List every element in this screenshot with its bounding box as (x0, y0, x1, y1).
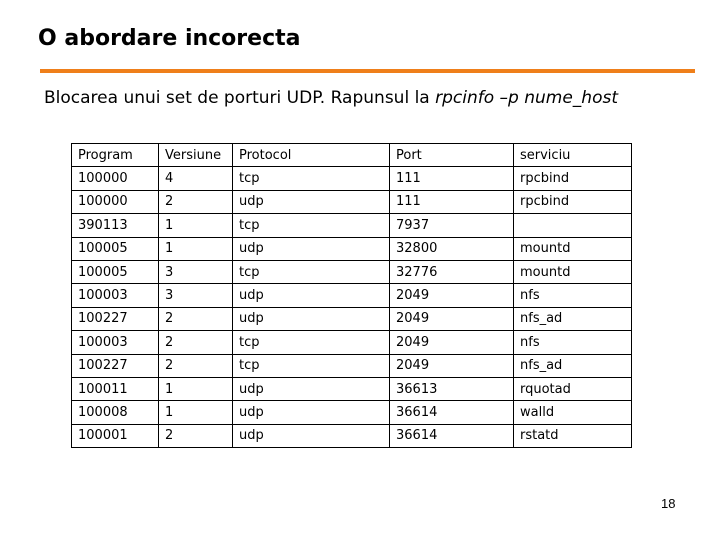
table-header-cell: Protocol (233, 144, 390, 167)
table-row (72, 377, 632, 400)
table-cell: mountd (514, 260, 632, 283)
table-cell: 1 (159, 214, 233, 237)
table-cell: 100227 (72, 307, 159, 330)
slide-subtitle (44, 88, 618, 108)
table-cell: nfs_ad (514, 307, 632, 330)
table-row (72, 331, 632, 354)
table-header-cell: serviciu (514, 144, 632, 167)
table-cell: nfs_ad (514, 354, 632, 377)
table-cell: udp (233, 284, 390, 307)
table-cell: 2 (159, 331, 233, 354)
table-cell: 111 (390, 167, 514, 190)
table-cell: 32800 (390, 237, 514, 260)
table-cell: udp (233, 377, 390, 400)
table-cell: 2049 (390, 354, 514, 377)
table-cell: 36613 (390, 377, 514, 400)
table-cell: 3 (159, 260, 233, 283)
table-cell: tcp (233, 331, 390, 354)
table-cell: 2049 (390, 307, 514, 330)
table-cell: 4 (159, 167, 233, 190)
table-cell: nfs (514, 331, 632, 354)
table-cell: tcp (233, 214, 390, 237)
table-cell: tcp (233, 167, 390, 190)
table-cell: rstatd (514, 424, 632, 447)
table-row (72, 424, 632, 447)
table-row (72, 260, 632, 283)
table-cell: nfs (514, 284, 632, 307)
table-row (72, 354, 632, 377)
table-cell: 100001 (72, 424, 159, 447)
table-cell: 100005 (72, 237, 159, 260)
table-cell: 100011 (72, 377, 159, 400)
table-header-cell: Versiune (159, 144, 233, 167)
table-cell: 100003 (72, 284, 159, 307)
table-cell: 36614 (390, 424, 514, 447)
table-cell: 1 (159, 401, 233, 424)
table-header-row (72, 144, 632, 167)
rpcinfo-table (71, 143, 632, 448)
table-row (72, 214, 632, 237)
table-row (72, 284, 632, 307)
table-cell: tcp (233, 260, 390, 283)
table-cell: 2049 (390, 284, 514, 307)
table-cell: rpcbind (514, 190, 632, 213)
table-cell: 100005 (72, 260, 159, 283)
table-cell: udp (233, 190, 390, 213)
subtitle-command: rpcinfo –p nume_host (435, 88, 618, 108)
title-underline (40, 69, 695, 73)
table-header-cell: Port (390, 144, 514, 167)
table-row (72, 167, 632, 190)
table-cell: 100003 (72, 331, 159, 354)
slide-title: O abordare incorecta (38, 26, 301, 51)
table-cell: rquotad (514, 377, 632, 400)
table-cell: 2 (159, 307, 233, 330)
table-cell: udp (233, 307, 390, 330)
table-cell: 3 (159, 284, 233, 307)
table-row (72, 307, 632, 330)
table-cell: 1 (159, 237, 233, 260)
table-cell: rpcbind (514, 167, 632, 190)
table-cell: tcp (233, 354, 390, 377)
table-cell: udp (233, 237, 390, 260)
table-cell: udp (233, 401, 390, 424)
table-cell: 7937 (390, 214, 514, 237)
table-cell: 1 (159, 377, 233, 400)
table-cell: 100227 (72, 354, 159, 377)
table-row (72, 190, 632, 213)
table-cell: 2049 (390, 331, 514, 354)
table-cell: mountd (514, 237, 632, 260)
table-cell: 2 (159, 190, 233, 213)
table-cell: 2 (159, 424, 233, 447)
subtitle-text: Blocarea unui set de porturi UDP. Rapunsul la (44, 88, 436, 108)
table-cell: 100000 (72, 190, 159, 213)
table-cell: 100008 (72, 401, 159, 424)
table-cell: 32776 (390, 260, 514, 283)
table-cell: 390113 (72, 214, 159, 237)
table-header-cell: Program (72, 144, 159, 167)
table-cell (514, 214, 632, 237)
table-cell: 36614 (390, 401, 514, 424)
table-row (72, 401, 632, 424)
table-cell: udp (233, 424, 390, 447)
table-cell: 111 (390, 190, 514, 213)
table-cell: walld (514, 401, 632, 424)
table-cell: 2 (159, 354, 233, 377)
page-number: 18 (661, 496, 676, 511)
table-cell: 100000 (72, 167, 159, 190)
table-row (72, 237, 632, 260)
